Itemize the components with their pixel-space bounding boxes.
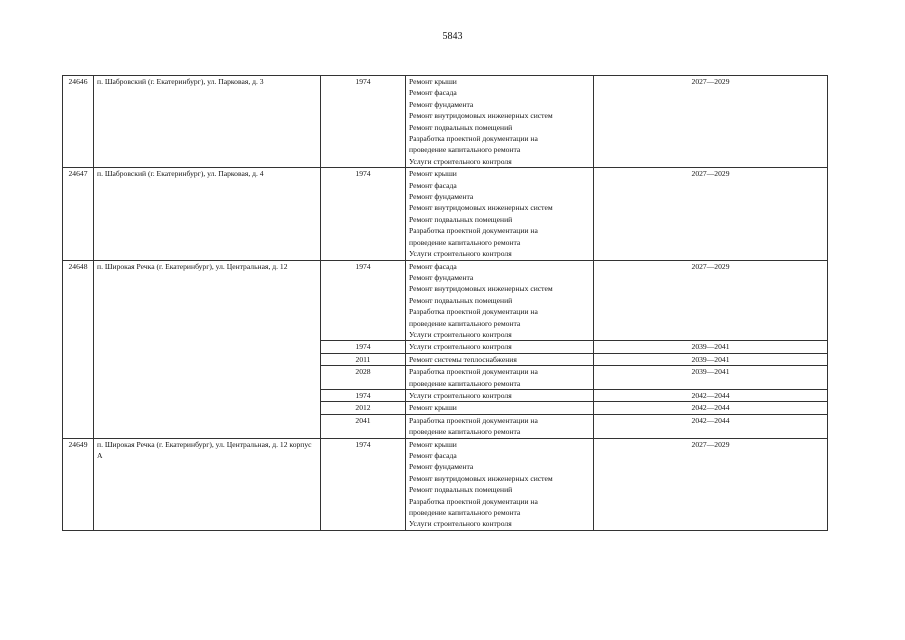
- commission-year: 2041: [321, 414, 406, 438]
- works-list: [406, 389, 594, 401]
- work-item: Ремонт подвальных помещений: [409, 295, 513, 305]
- work-item: Ремонт фундамента: [409, 192, 474, 202]
- planned-period: 2042—2044: [594, 389, 828, 401]
- work-item: проведение капитального ремонта: [409, 508, 521, 518]
- works-list: [406, 402, 594, 414]
- work-item: Разработка проектной документации на: [409, 367, 538, 377]
- work-item: Ремонт подвальных помещений: [409, 214, 513, 224]
- work-item: проведение капитального ремонта: [409, 237, 521, 247]
- work-item: Разработка проектной документации на: [409, 226, 538, 236]
- planned-period: 2027—2029: [594, 76, 828, 168]
- table-row: [63, 438, 828, 530]
- works-list: [406, 366, 594, 390]
- page-number: 5843: [442, 31, 463, 42]
- works-list: [406, 260, 594, 341]
- commission-year: 1974: [321, 341, 406, 353]
- work-item: проведение капитального ремонта: [409, 378, 521, 388]
- work-item: Ремонт фасада: [409, 261, 457, 271]
- planned-period: 2042—2044: [594, 414, 828, 438]
- work-item: Разработка проектной документации на: [409, 134, 538, 144]
- works-list: [406, 438, 594, 530]
- commission-year: 2028: [321, 366, 406, 390]
- planned-period: 2039—2041: [594, 353, 828, 365]
- work-item: Ремонт фасада: [409, 88, 457, 98]
- works-list: [406, 353, 594, 365]
- work-item: Разработка проектной документации на: [409, 415, 538, 425]
- work-item: Ремонт фасада: [409, 180, 457, 190]
- record-address: п. Широкая Речка (г. Екатеринбург), ул. Центральная, д. 12 корпус А: [94, 438, 321, 530]
- work-item: Услуги строительного контроля: [409, 156, 512, 166]
- work-item: Ремонт фундамента: [409, 272, 474, 282]
- work-item: Разработка проектной документации на: [409, 496, 538, 506]
- table-row: [63, 76, 828, 168]
- record-id: 24647: [63, 168, 94, 260]
- work-item: Услуги строительного контроля: [409, 519, 512, 529]
- work-item: Ремонт крыши: [409, 77, 457, 86]
- work-item: Ремонт фундамента: [409, 462, 474, 472]
- commission-year: 1974: [321, 168, 406, 260]
- work-item: Услуги строительного контроля: [409, 342, 512, 352]
- commission-year: 2012: [321, 402, 406, 414]
- work-item: Ремонт крыши: [409, 439, 457, 449]
- commission-year: 2011: [321, 353, 406, 365]
- work-item: Ремонт внутридомовых инженерных систем: [409, 203, 553, 213]
- record-id: 24648: [63, 260, 94, 438]
- work-item: Ремонт системы теплоснабжения: [409, 354, 517, 364]
- work-item: Услуги строительного контроля: [409, 329, 512, 339]
- record-address: п. Широкая Речка (г. Екатеринбург), ул. Центральная, д. 12: [94, 260, 321, 438]
- planned-period: 2027—2029: [594, 260, 828, 341]
- works-list: [406, 168, 594, 260]
- work-item: Ремонт внутридомовых инженерных систем: [409, 284, 553, 294]
- work-item: проведение капитального ремонта: [409, 427, 521, 437]
- works-list: [406, 341, 594, 353]
- commission-year: 1974: [321, 76, 406, 168]
- work-item: Ремонт внутридомовых инженерных систем: [409, 111, 553, 121]
- work-item: Ремонт крыши: [409, 403, 457, 413]
- work-item: Ремонт подвальных помещений: [409, 485, 513, 495]
- record-address: п. Шабровский (г. Екатеринбург), ул. Парковая, д. 3: [94, 76, 321, 168]
- registry-table: [62, 75, 828, 531]
- table-row: [63, 260, 828, 341]
- work-item: Ремонт фасада: [409, 451, 457, 460]
- planned-period: 2039—2041: [594, 341, 828, 353]
- planned-period: 2042—2044: [594, 402, 828, 414]
- planned-period: 2027—2029: [594, 438, 828, 530]
- work-item: Ремонт подвальных помещений: [409, 122, 513, 132]
- work-item: Услуги строительного контроля: [409, 390, 512, 400]
- work-item: Ремонт фундамента: [409, 99, 474, 109]
- work-item: проведение капитального ремонта: [409, 318, 521, 328]
- commission-year: 1974: [321, 438, 406, 530]
- work-item: Услуги строительного контроля: [409, 249, 512, 259]
- works-list: [406, 414, 594, 438]
- record-address: п. Шабровский (г. Екатеринбург), ул. Парковая, д. 4: [94, 168, 321, 260]
- work-item: Разработка проектной документации на: [409, 307, 538, 317]
- table-row: [63, 168, 828, 260]
- works-list: [406, 76, 594, 168]
- planned-period: 2039—2041: [594, 366, 828, 390]
- registry-body: [63, 76, 828, 531]
- commission-year: 1974: [321, 260, 406, 341]
- record-id: 24646: [63, 76, 94, 168]
- work-item: Ремонт внутридомовых инженерных систем: [409, 473, 553, 483]
- work-item: Ремонт крыши: [409, 169, 457, 179]
- commission-year: 1974: [321, 389, 406, 401]
- record-id: 24649: [63, 438, 94, 530]
- work-item: проведение капитального ремонта: [409, 145, 521, 155]
- planned-period: 2027—2029: [594, 168, 828, 260]
